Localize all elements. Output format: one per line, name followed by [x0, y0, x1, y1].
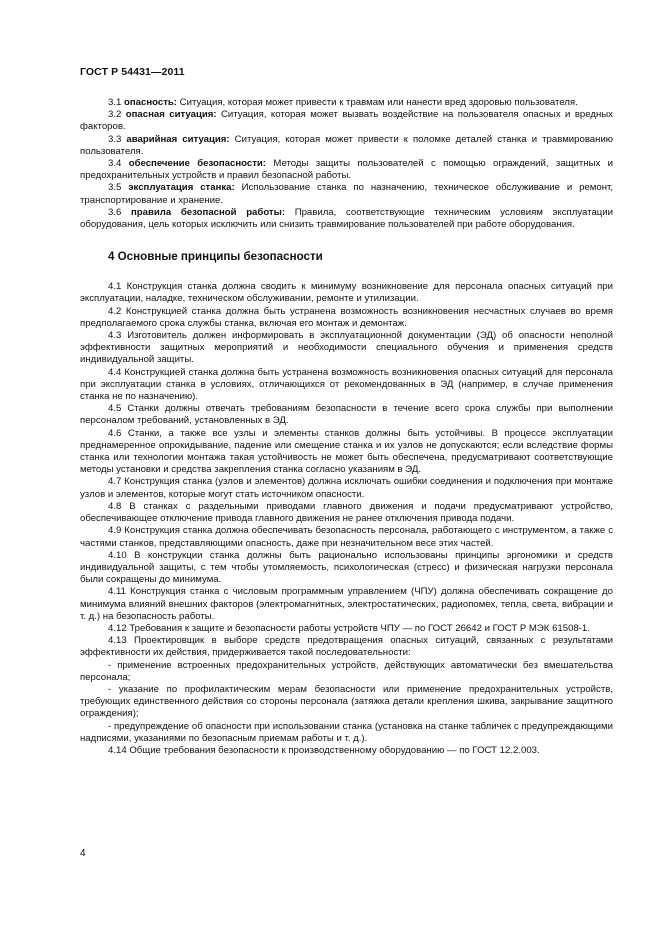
paragraph-4-12: 4.12 Требования к защите и безопасности работы устройств ЧПУ — по ГОСТ 26642 и ГОСТ Р МЭК 61508-1. [108, 622, 590, 634]
def-text: Ситуация, которая может привести к поломке деталей станка и травмированию пользователя. [80, 133, 613, 157]
paragraph-4-5: 4.5 Станки должны отвечать требованиям безопасности в течение всего срока службы при выполнении персоналом требований, установленных в ЭД. [80, 403, 613, 427]
paragraph-4-6: 4.6 Станки, а также все узлы и элементы станков должны быть устойчивы. В процессе эксплуатации преднамеренное опрокидывание, падение или смещение станка и их узлов не допускаются; если вследствие формы станка или технологии монтажа такая устойчивость не может быть обеспечена, предусматривают соответствующие методы установки и средства закрепления станка согласно указаниям в ЭД. [80, 427, 613, 476]
def-term: опасность: [124, 97, 177, 108]
definition-3-1 [80, 97, 613, 109]
def-text: Методы защиты пользователей с помощью ограждений, защитных и предохранительных устройств и правил безопасной работы. [80, 158, 614, 182]
def-num: 3.4 [108, 158, 122, 170]
paragraph-4-8: 4.8 В станках с раздельными приводами главного движения и подачи предусматривают устройство, обеспечивающее отключение привода главного движения не ранее отключения привода подачи. [80, 500, 613, 525]
list-item: - предупреждение об опасности при использовании станка (установка на станке табличек с предупреждающими надписями, указаниями по безопасным приемам работы и т. д.). [80, 720, 613, 744]
def-term: правила безопасной работы: [131, 206, 286, 218]
definition-3-2 [80, 109, 613, 133]
definition-3-4 [80, 158, 613, 182]
list-item: - указание по профилактическим мерам безопасности или применение предохранительных устройств, требующих единственного действия со стороны персонала (затяжка детали крепления шкива, закрывание защитного ограждения); [80, 683, 613, 720]
paragraph-4-9: 4.9 Конструкция станка должна обеспечивать безопасность персонала, работающего с инструментом, а также с частями станков, представляющими опасность, даже при незначительном весе этих частей. [80, 525, 613, 549]
list-item: - применение встроенных предохранительных устройств, действующих автоматически без вмешательства персонала; [80, 659, 613, 683]
def-num: 3.6 [108, 206, 122, 218]
definition-3-6 [80, 207, 613, 231]
paragraph-4-14: 4.14 Общие требования безопасности к производственному оборудованию — по ГОСТ 12.2.003. [108, 744, 540, 756]
page-content [80, 97, 613, 757]
paragraph-4-4: 4.4 Конструкцией станка должна быть устранена возможность возникновения опасных ситуаций для персонала при эксплуатации станка в условиях, отличающихся от рекомендованных в ЭД (например, в случае применения станка не по назначению). [80, 366, 613, 403]
definition-3-5 [80, 182, 613, 206]
def-text: Ситуация, которая может вызвать воздействие на пользователя опасных и вредных факторов. [80, 109, 613, 133]
def-term: опасная ситуация: [125, 109, 217, 121]
paragraph-4-3: 4.3 Изготовитель должен информировать в эксплуатационной документации (ЭД) об опасности неполной эффективности защитных мероприятий и необходимости специального обучения и применения средств индивидуальной защиты. [80, 330, 613, 366]
def-num: 3.3 [108, 133, 122, 145]
document-header: ГОСТ Р 54431—2011 [80, 66, 185, 78]
paragraph-4-7: 4.7 Конструкция станка (узлов и элементов) должна исключать ошибки соединения и подключения при монтаже узлов и элементов, которые могут стать источником опасности. [80, 476, 613, 500]
def-text: Правила, соответствующие техническим условиям эксплуатации оборудования, цель которых исключить или снизить травмирование пользователей при работе оборудования. [80, 206, 613, 231]
paragraph-4-1: 4.1 Конструкция станка должна сводить к минимуму возникновение для персонала опасных ситуаций при эксплуатации, наладке, техническом обслуживании, ремонте и утилизации. [80, 281, 613, 305]
paragraph-4-11: 4.11 Конструкция станка с числовым программным управлением (ЧПУ) должна обеспечивать сокращение до минимума влияний внешних факторов (электромагнитных, электростатических, радиопомех, тепла, света, вибрации и т. д.) на безопасность работы. [80, 586, 613, 622]
definition-3-3 [80, 134, 613, 158]
def-term: эксплуатация станка: [128, 182, 235, 194]
def-text: Ситуация, которая может привести к травмам или нанести вред здоровью пользователя. [179, 97, 578, 108]
def-num: 3.5 [108, 182, 122, 194]
def-term: обеспечение безопасности: [128, 158, 266, 170]
paragraph-4-2: 4.2 Конструкцией станка должна быть устранена возможность возникновения несчастных случаев во время предполагаемого срока службы станка, включая его монтаж и демонтаж. [80, 305, 613, 329]
paragraph-4-10: 4.10 В конструкции станка должны быть рационально использованы принципы эргономики и средств индивидуальной защиты, с тем чтобы утомляемость, психологическая (стресс) и физическая нагрузки персонала были сокращены до минимума. [80, 549, 613, 586]
section-heading: 4 Основные принципы безопасности [108, 250, 323, 264]
def-term: аварийная ситуация: [126, 133, 230, 145]
def-text: Использование станка по назначению, техническое обслуживание и ремонт, транспортирование и хранение. [80, 182, 613, 206]
page-number: 4 [80, 848, 86, 859]
def-num: 3.1 [108, 97, 122, 108]
paragraph-4-13: 4.13 Проектировщик в выборе средств предотвращения опасных ситуаций, связанных с результатами эффективности их действия, придерживается такой последовательности: [80, 635, 613, 659]
def-num: 3.2 [108, 109, 122, 121]
